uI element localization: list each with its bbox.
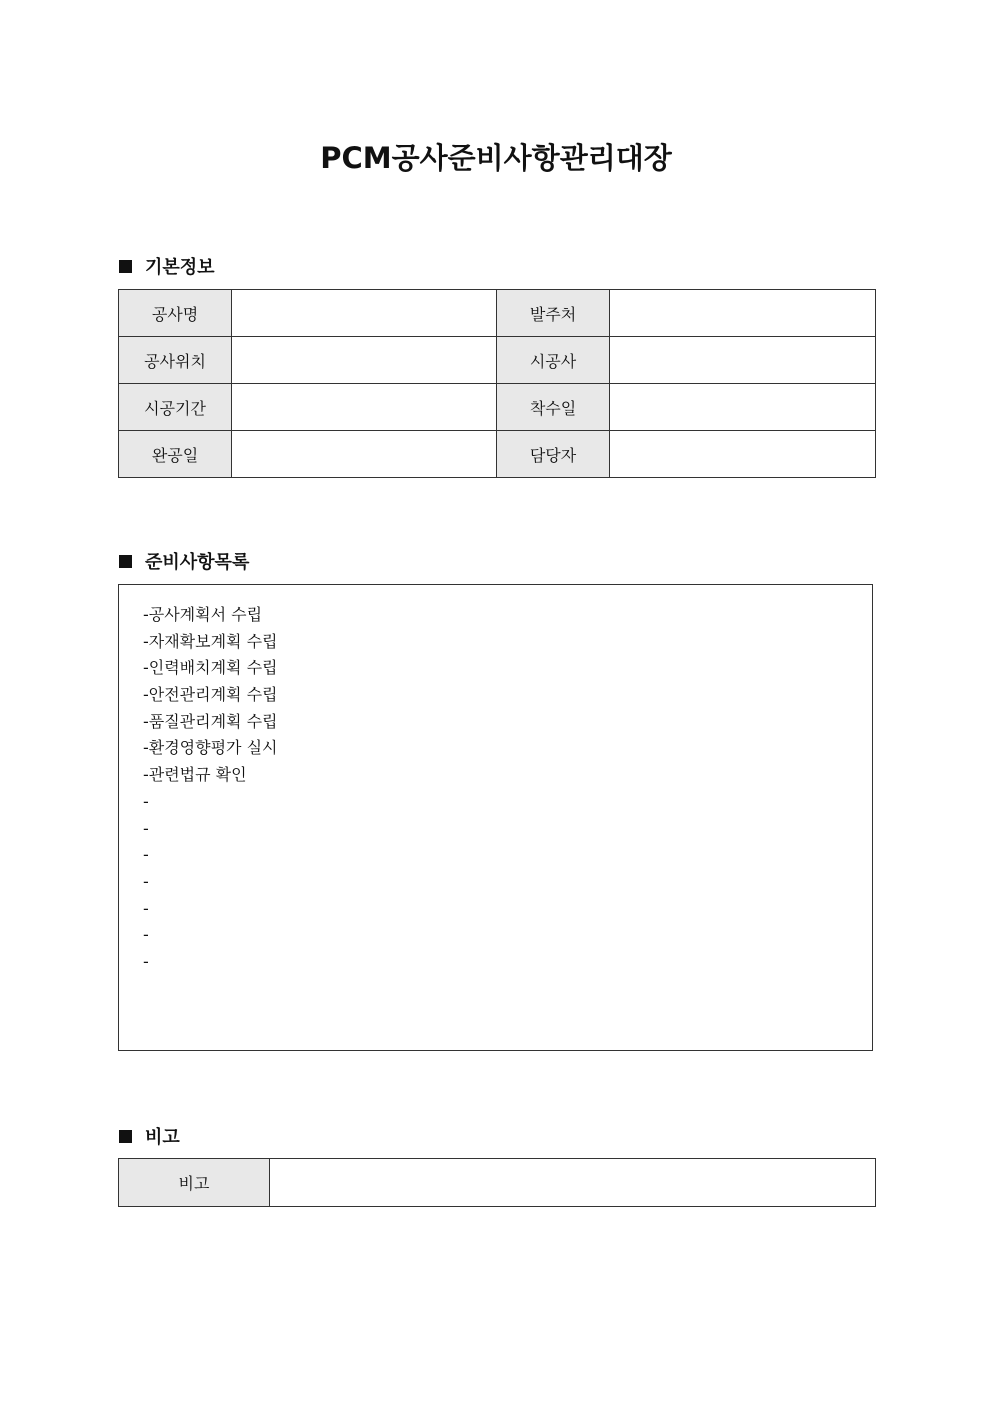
list-item: - (143, 871, 149, 891)
document-title: PCM공사준비사항관리대장 (320, 141, 672, 175)
prep-list-heading (119, 548, 249, 574)
table-row (119, 431, 876, 478)
list-item: - (143, 791, 149, 811)
remarks-field[interactable] (270, 1159, 876, 1207)
table-row (119, 337, 876, 384)
construction-period-label: 시공기간 (119, 384, 232, 431)
remarks-heading-text: 비고 (145, 1127, 180, 1148)
list-item: -안전관리계획 수립 (143, 685, 278, 705)
contractor-label: 시공사 (497, 337, 610, 384)
start-date-field[interactable] (610, 384, 876, 431)
completion-date-field[interactable] (232, 431, 497, 478)
prep-list-box[interactable] (118, 584, 873, 1051)
list-item: -관련법규 확인 (143, 765, 247, 785)
table-row (119, 384, 876, 431)
basic-info-table (118, 289, 876, 478)
remarks-table (118, 1158, 876, 1207)
remarks-label: 비고 (119, 1159, 270, 1207)
manager-label: 담당자 (497, 431, 610, 478)
client-field[interactable] (610, 290, 876, 337)
list-item: - (143, 925, 149, 945)
basic-info-heading-text: 기본정보 (145, 257, 215, 278)
construction-period-field[interactable] (232, 384, 497, 431)
prep-list-heading-text: 준비사항목록 (145, 552, 250, 573)
prep-list (143, 602, 872, 976)
completion-date-label: 완공일 (119, 431, 232, 478)
square-bullet-icon (119, 1130, 132, 1143)
table-row (119, 1159, 876, 1207)
contractor-field[interactable] (610, 337, 876, 384)
list-item: -인력배치계획 수립 (143, 658, 278, 678)
project-location-label: 공사위치 (119, 337, 232, 384)
manager-field[interactable] (610, 431, 876, 478)
list-item: -자재확보계획 수립 (143, 631, 278, 651)
basic-info-heading (119, 253, 215, 279)
client-label: 발주처 (497, 290, 610, 337)
square-bullet-icon (119, 555, 132, 568)
project-name-label: 공사명 (119, 290, 232, 337)
list-item: -환경영향평가 실시 (143, 738, 278, 758)
list-item: - (143, 818, 149, 838)
list-item: -공사계획서 수립 (143, 605, 263, 624)
project-name-field[interactable] (232, 290, 497, 337)
square-bullet-icon (119, 260, 132, 273)
list-item: - (143, 898, 149, 918)
list-item: - (143, 845, 149, 865)
project-location-field[interactable] (232, 337, 497, 384)
list-item: -품질관리계획 수립 (143, 711, 278, 731)
start-date-label: 착수일 (497, 384, 610, 431)
table-row (119, 290, 876, 337)
remarks-heading (119, 1123, 180, 1149)
list-item: - (143, 951, 149, 971)
